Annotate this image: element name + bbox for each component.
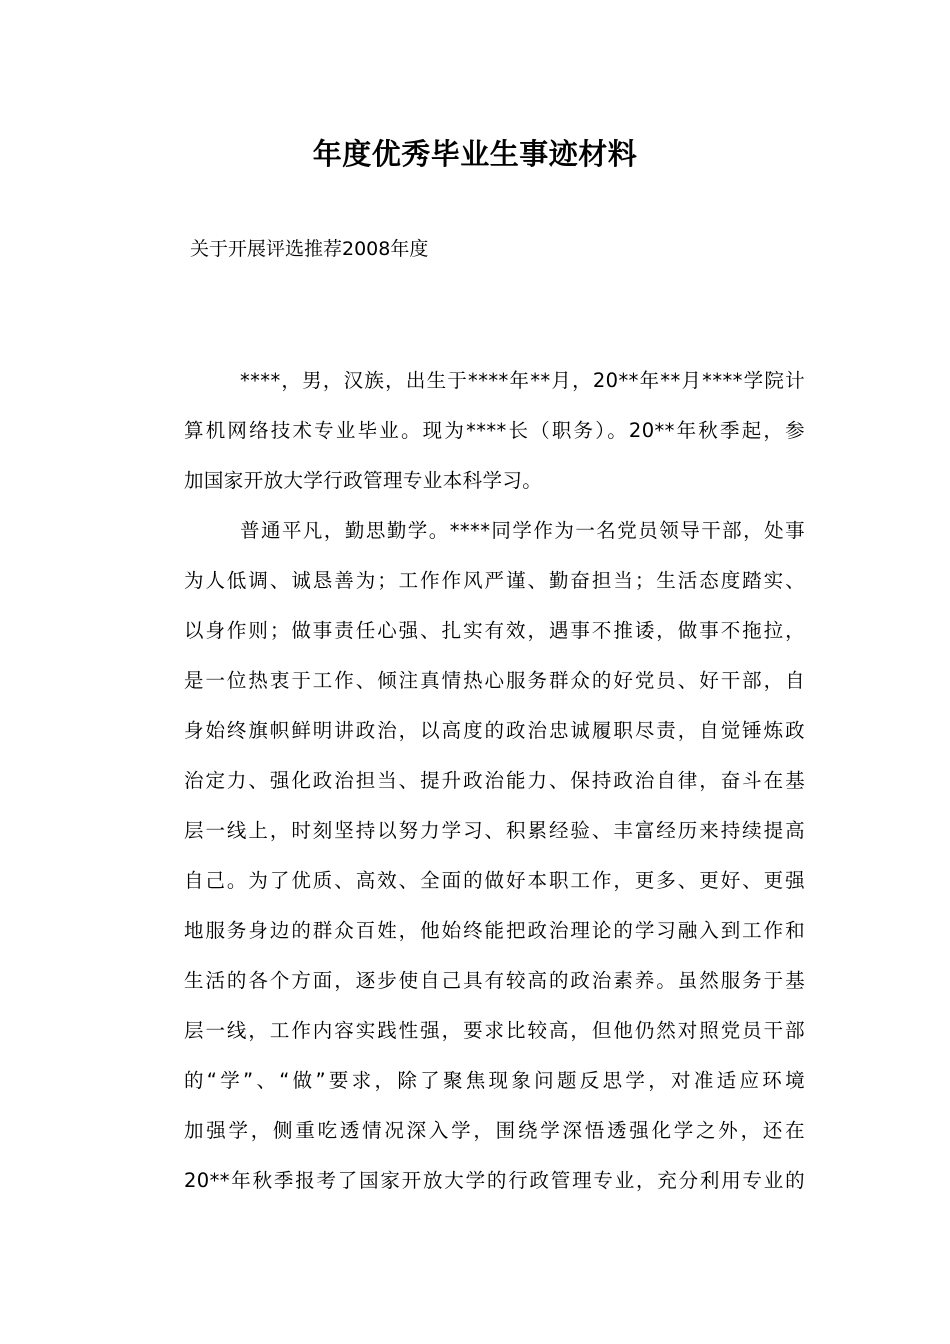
document-body <box>145 356 805 1206</box>
paragraph-line: 20**年秋季报考了国家开放大学的行政管理专业，充分利用专业的 <box>184 1169 805 1192</box>
paragraph-line: 身始终旗帜鲜明讲政治，以高度的政治忠诚履职尽责，自觉锤炼政 <box>184 719 805 742</box>
paragraph-line: 治定力、强化政治担当、提升政治能力、保持政治自律，奋斗在基 <box>184 769 805 792</box>
paragraph-2 <box>145 506 805 1206</box>
paragraph-line: 是一位热衷于工作、倾注真情热心服务群众的好党员、好干部，自 <box>184 669 805 692</box>
paragraph-line: 自己。为了优质、高效、全面的做好本职工作，更多、更好、更强 <box>184 869 805 892</box>
paragraph-line: 加强学，侧重吃透情况深入学，围绕学深悟透强化学之外，还在 <box>184 1119 805 1142</box>
paragraph-1 <box>145 356 805 506</box>
document-subtitle: 关于开展评选推荐2008年度 <box>190 238 429 260</box>
paragraph-line: 为人低调、诚恳善为；工作作风严谨、勤奋担当；生活态度踏实、 <box>184 569 805 592</box>
paragraph-line: 生活的各个方面，逐步使自己具有较高的政治素养。虽然服务于基 <box>184 969 805 992</box>
paragraph-line: 普通平凡，勤思勤学。****同学作为一名党员领导干部，处事 <box>240 519 805 542</box>
paragraph-line: ****，男，汉族，出生于****年**月，20**年**月****学院计 <box>240 369 805 392</box>
paragraph-line: 层一线上，时刻坚持以努力学习、积累经验、丰富经历来持续提高 <box>184 819 805 842</box>
paragraph-line: 层一线，工作内容实践性强，要求比较高，但他仍然对照党员干部 <box>184 1019 805 1042</box>
document-title: 年度优秀毕业生事迹材料 <box>312 137 638 171</box>
paragraph-line: 地服务身边的群众百姓，他始终能把政治理论的学习融入到工作和 <box>184 919 805 942</box>
paragraph-line: 加国家开放大学行政管理专业本科学习。 <box>184 469 543 492</box>
paragraph-line: 的“学”、“做”要求，除了聚焦现象问题反思学，对准适应环境 <box>184 1069 805 1092</box>
paragraph-line: 以身作则；做事责任心强、扎实有效，遇事不推诿，做事不拖拉， <box>184 619 805 642</box>
paragraph-line: 算机网络技术专业毕业。现为****长（职务）。20**年秋季起，参 <box>184 419 805 442</box>
